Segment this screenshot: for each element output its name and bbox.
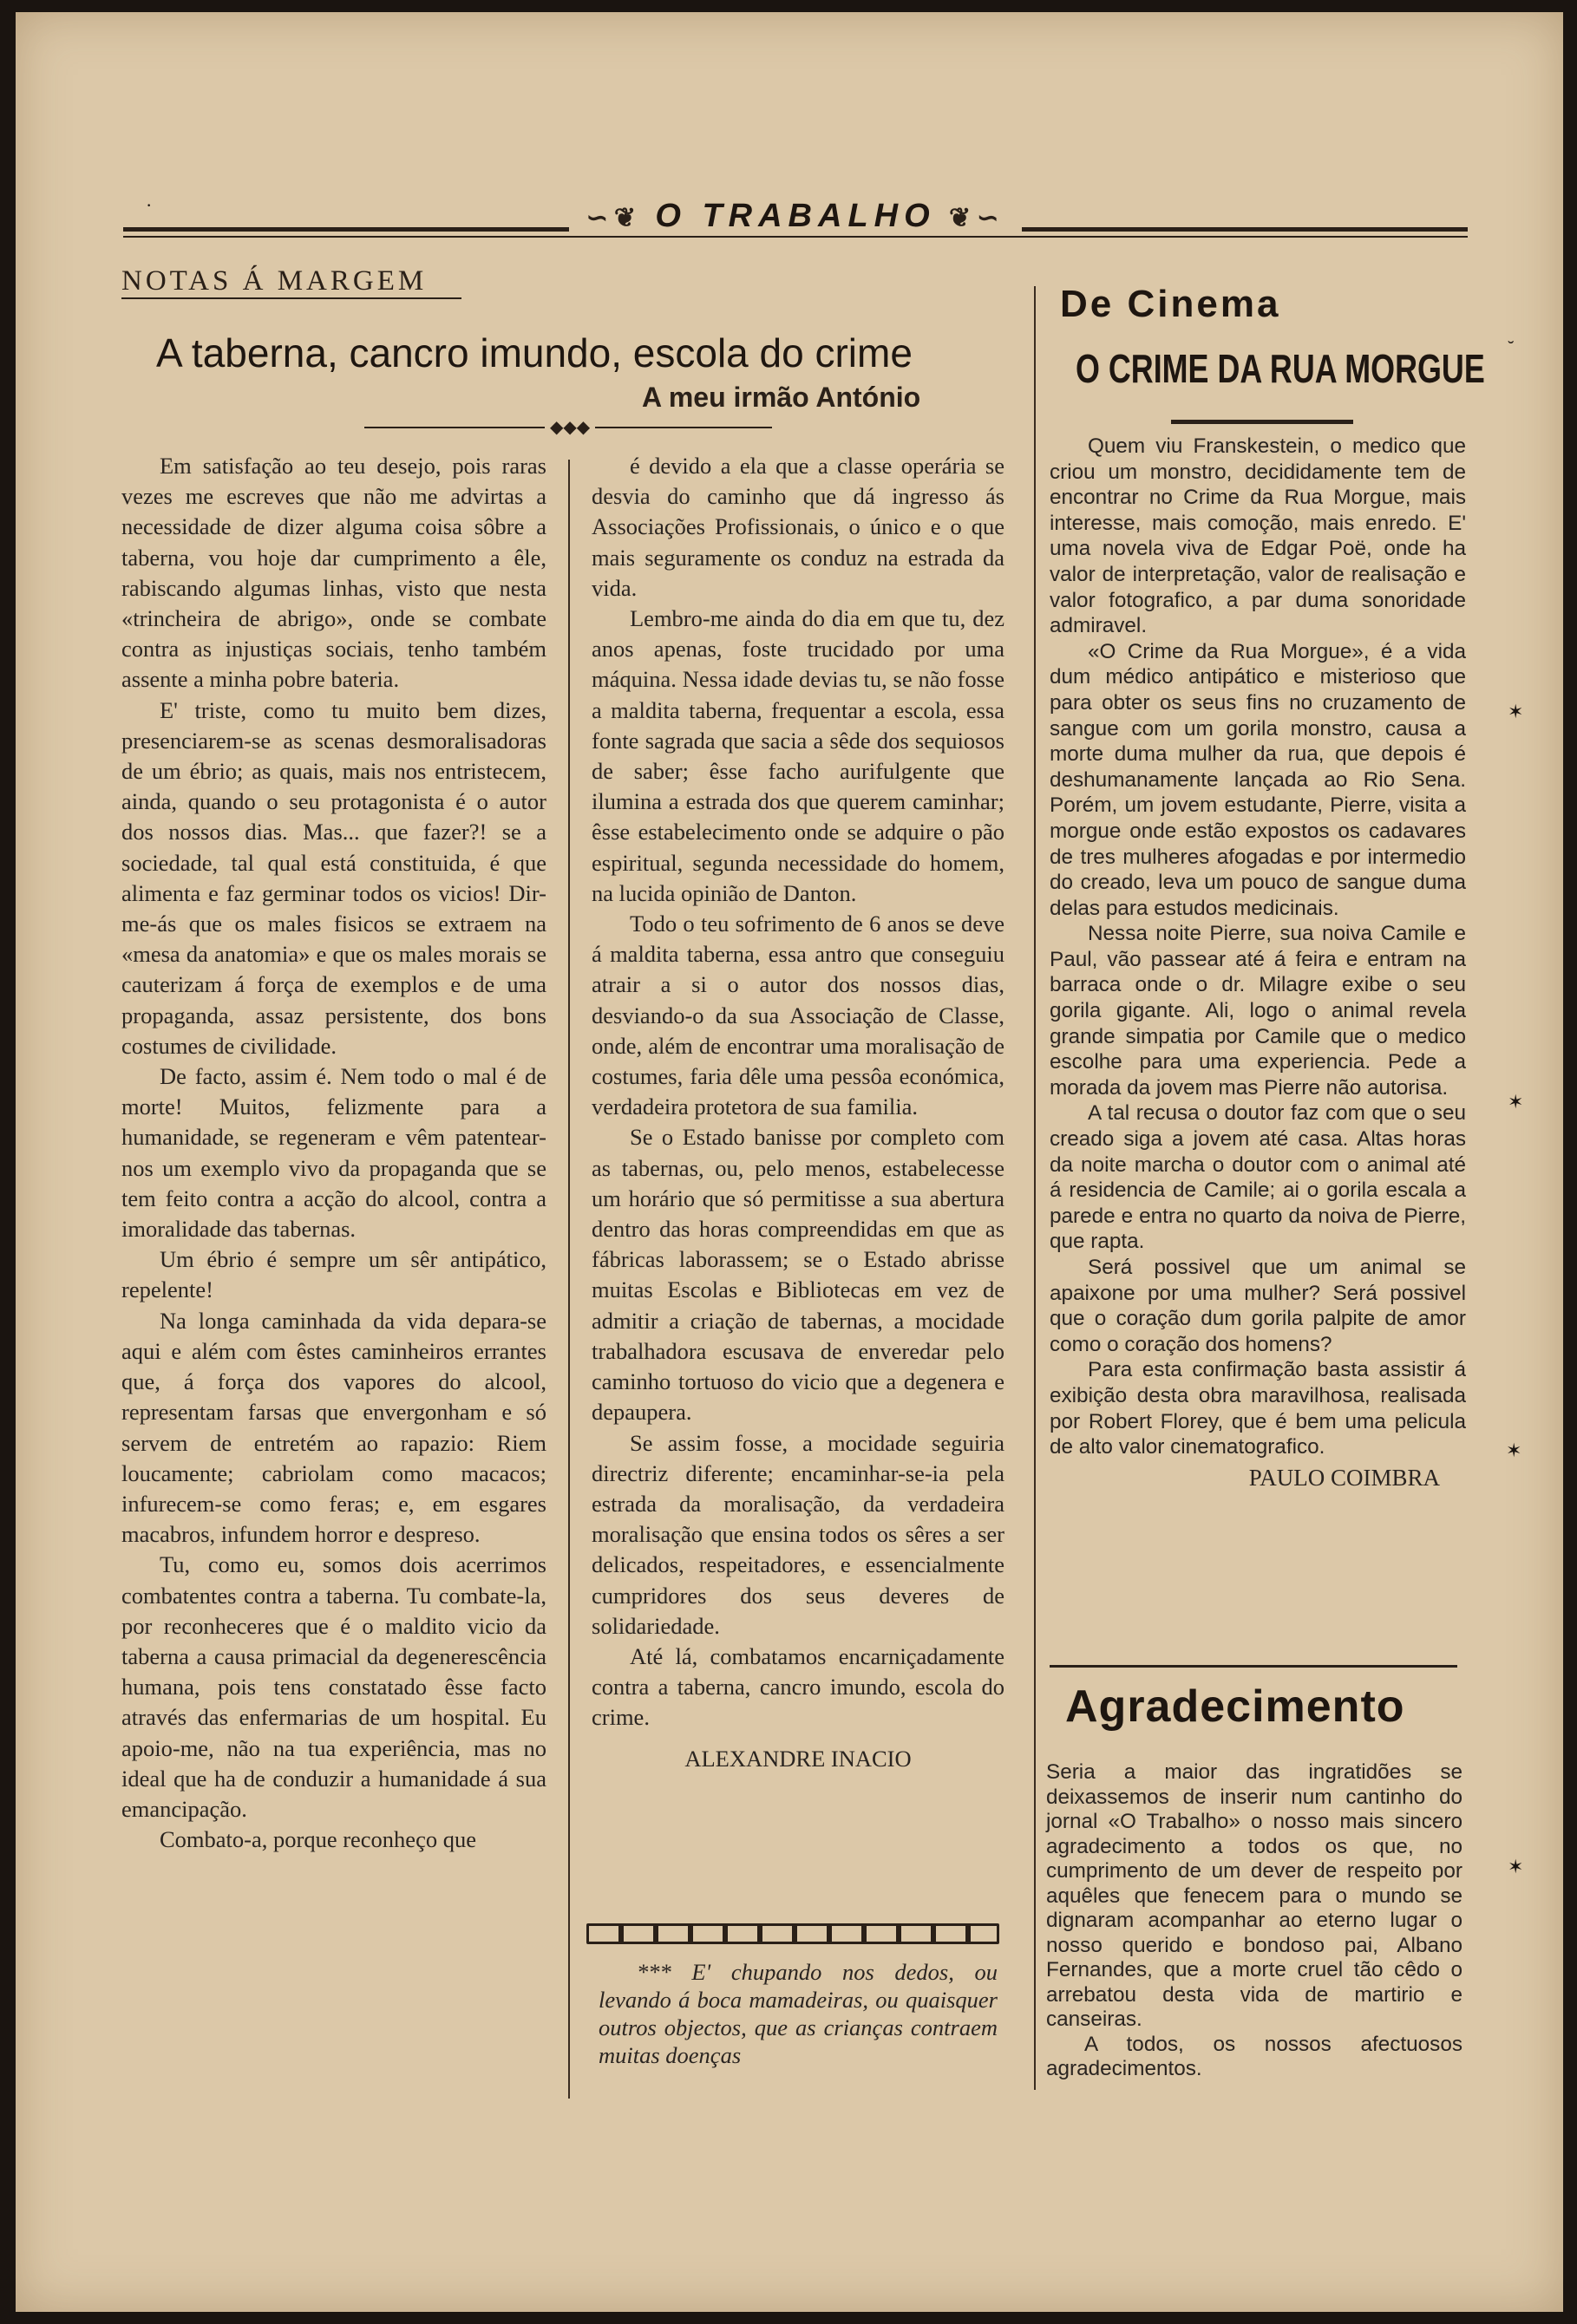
paragraph: Um ébrio é sempre um sêr antipático, repelente! bbox=[121, 1246, 546, 1303]
snippet bbox=[599, 1958, 998, 2069]
paragraph: Se assim fosse, a mocidade seguiria directriz diferente; encaminhar-se-ia pela estrada da moralisação, da verdadeira moralisação que ensina todos os sêres a ser delicados, respeitadores, e essencialmente cumpridores dos seus deveres de solidariedade. bbox=[592, 1429, 1004, 1639]
paragraph: é devido a ela que a classe operária se desvia do caminho que dá ingresso ás Associações Profissionais, o único e o que mais seguramente os conduz na estrada da vida. bbox=[592, 453, 1004, 601]
paragraph: E' triste, como tu muito bem dizes, presenciarem-se as scenas desmoralisadoras de um ébrio; as quais, mais nos entristecem, ainda, quando o seu protagonista é o autor dos nossos dias. Mas... que fazer?! se a sociedade, tal qual está constituida, é que alimenta e faz germinar todos os vicios! Dir-me-ás que os males fisicos se extraem na «mesa da anatomia» e que os males morais se cauterizam á força de exemplos e de uma propaganda, assaz persistente, dos bons costumes de civilidade. bbox=[121, 696, 546, 1059]
column-rule bbox=[568, 460, 570, 2099]
newspaper-title: O TRABALHO bbox=[655, 198, 936, 234]
paper-speck: ˘ bbox=[1508, 336, 1515, 358]
paper-speck: ✶ bbox=[1508, 701, 1524, 722]
paragraph: De facto, assim é. Nem todo o mal é de morte! Muitos, felizmente para a humanidade, se regeneram e vêm patentear-nos um exemplo vivo da propaganda que se tem feito contra a acção do alcool, contra a imoralidade das tabernas. bbox=[121, 1063, 546, 1243]
paper-speck: ✶ bbox=[1508, 1856, 1524, 1877]
paragraph: A todos, os nossos afectuosos agradecimentos. bbox=[1046, 2032, 1462, 2080]
divider-ornament-icon: ◆◆◆ bbox=[545, 416, 595, 438]
agradecimento-rule bbox=[1050, 1665, 1457, 1668]
paragraph: «O Crime da Rua Morgue», é a vida dum médico antipático e misterioso que para obter os seus fins no cruzamento de sangue com um gorila monstro, causa a morte duma mulher da rua, que depois é deshumanamente lançada ao Rio Sena. Porém, um jovem estudante, Pierre, visita a morgue onde estão expostos os cadavares de tres mulheres afogadas e por intermedio do creado, leva um pouco de sangue duma delas para estudos medicinais. bbox=[1050, 639, 1466, 920]
column-rule bbox=[1034, 286, 1036, 2090]
article-author: ALEXANDRE INACIO bbox=[684, 1745, 912, 1772]
agradecimento-title: Agradecimento bbox=[1065, 1681, 1405, 1732]
paper-speck: ✶ bbox=[1506, 1439, 1522, 1461]
cinema-column bbox=[1050, 434, 1466, 1491]
masthead bbox=[123, 198, 1468, 241]
snippet-text: *** E' chupando nos dedos, ou levando á boca mamadeiras, ou quaisquer outros objectos, que as crianças contraem muitas doenças bbox=[599, 1959, 998, 2068]
paper-speck: ✶ bbox=[1508, 1091, 1524, 1113]
paragraph: Nessa noite Pierre, sua noiva Camile e Paul, vão passear até á feira e entram na barraca onde o dr. Milagre exibe o seu gorila gigante. Ali, logo o animal revela grande simpatia por Camile que o medico escolhe para uma experiencia. Pede a morada da jovem mas Pierre não autorisa. bbox=[1050, 922, 1466, 1100]
cinema-author: PAULO COIMBRA bbox=[1248, 1464, 1440, 1491]
cinema-kicker: De Cinema bbox=[1060, 283, 1281, 325]
cinema-title: O CRIME DA RUA MORGUE bbox=[1076, 346, 1485, 391]
paper-speck: · bbox=[146, 194, 153, 216]
article-dedication: A meu irmão António bbox=[642, 382, 921, 413]
paragraph: A tal recusa o doutor faz com que o seu creado siga a jovem até casa. Altas horas da noite marcha o doutor com o animal até á residencia de Camile; ai o gorila escala a parede e entra no quarto da noiva de Pierre, que rapta. bbox=[1050, 1101, 1466, 1254]
article-column-1 bbox=[121, 451, 546, 1855]
paragraph: Tu, como eu, somos dois acerrimos combatentes contra a taberna. Tu combate-la, por reconheceres que é o maldito vicio da taberna a causa primacial da degenerescência humana, pois tens constatado êsse facto através das enfermarias de um hospital. Eu apoio-me, não na tua experiência, mas no ideal que ha de conduzir a humanidade á sua emancipação. bbox=[121, 1551, 546, 1822]
paragraph: Até lá, combatamos encarniçadamente contra a taberna, cancro imundo, escola do crime. bbox=[592, 1642, 1004, 1731]
cinema-rule bbox=[1171, 420, 1353, 424]
section-kicker: NOTAS Á MARGEM bbox=[121, 265, 461, 299]
paragraph: Em satisfação ao teu desejo, pois raras vezes me escreves que não me advirtas a necessidade de dizer alguma coisa sôbre a taberna, vou hoje dar cumprimento a êle, rabiscando algumas linhas, visto que nesta «trincheira de abrigo», onde se combate contra as injustiças sociais, tenho também assente a minha pobre bateria. bbox=[121, 453, 546, 693]
left-flourish-icon: ∽❦ bbox=[586, 204, 656, 232]
agradecimento-column bbox=[1046, 1760, 1462, 2082]
paragraph: Na longa caminhada da vida depara-se aqui e além com êstes caminheiros errantes que, á força dos vapores do alcool, representam farsas que envergonham e só servem de entretém ao rapazio: Riem loucamente; cabriolam como macacos; infurecem-se como feras; e, em esgares macabros, infundem horror e despreso. bbox=[121, 1307, 546, 1548]
article-headline: A taberna, cancro imundo, escola do crime bbox=[156, 330, 913, 375]
paragraph: Lembro-me ainda do dia em que tu, dez anos apenas, foste trucidado por uma máquina. Nessa idade devias tu, se não fosse a maldita taberna, frequentar a escola, essa fonte sagrada que sacia a sêde dos sequiosos de saber; êsse facho aurifulgente que ilumina a estrada dos que querem caminhar; êsse estabelecimento onde se adquire o pão espiritual, segunda necessidade do homem, na lucida opinião de Danton. bbox=[592, 605, 1004, 906]
paragraph: Quem viu Franskestein, o medico que criou um monstro, decididamente tem de encontrar no Crime da Rua Morgue, mais interesse, mais comoção, mais enredo. E' uma novela viva de Edgar Poë, onde ha valor de interpretação, valor de realisação e valor fotografico, a par duma sonoridade admiravel. bbox=[1050, 434, 1466, 638]
paragraph: Será possivel que um animal se apaixone por uma mulher? Será possivel que o coração dum gorila palpite de amor como o coração dos homens? bbox=[1050, 1256, 1466, 1356]
chain-ornament bbox=[586, 1923, 999, 1944]
paragraph: Se o Estado banisse por completo com as tabernas, ou, pelo menos, estabelecesse um horário que só permitisse a sua abertura dentro das horas compreendidas em que as fábricas laborassem; se o Estado abrisse muitas Escolas e Bibliotecas em vez de admitir a criação de tabernas, a mocidade trabalhadora escusava de enveredar pelo caminho tortuoso do vicio que a degenera e depaupera. bbox=[592, 1124, 1004, 1426]
right-flourish-icon: ❦∽ bbox=[935, 204, 1005, 232]
paragraph: Para esta confirmação basta assistir á exibição desta obra maravilhosa, realisada por Robert Florey, que é bem uma pelicula de alto valor cinematografico. bbox=[1050, 1358, 1466, 1459]
paragraph: Combato-a, porque reconheço que bbox=[160, 1826, 476, 1853]
article-column-2 bbox=[592, 451, 1004, 1774]
paragraph: Todo o teu sofrimento de 6 anos se deve á maldita taberna, essa antro que conseguiu atrair a si o autor dos nossos dias, desviando-o da sua Associação de Classe, onde, além de encontrar uma moralisação de costumes, faria dêle uma pessôa económica, verdadeira protetora de sua familia. bbox=[592, 911, 1004, 1120]
paragraph: Seria a maior das ingratidões se deixassemos de inserir num cantinho do jornal «O Trabalho» o nosso mais sincero agradecimento a todos os que, no cumprimento de um dever de respeito por aquêles que fenecem para o mundo se dignaram acompanhar ao eterno lugar o nosso querido e bondoso pai, Albano Fernandes, que a morte cruel tão cêdo o arrebatou desta vida de martirio e canseiras. bbox=[1046, 1760, 1462, 2031]
